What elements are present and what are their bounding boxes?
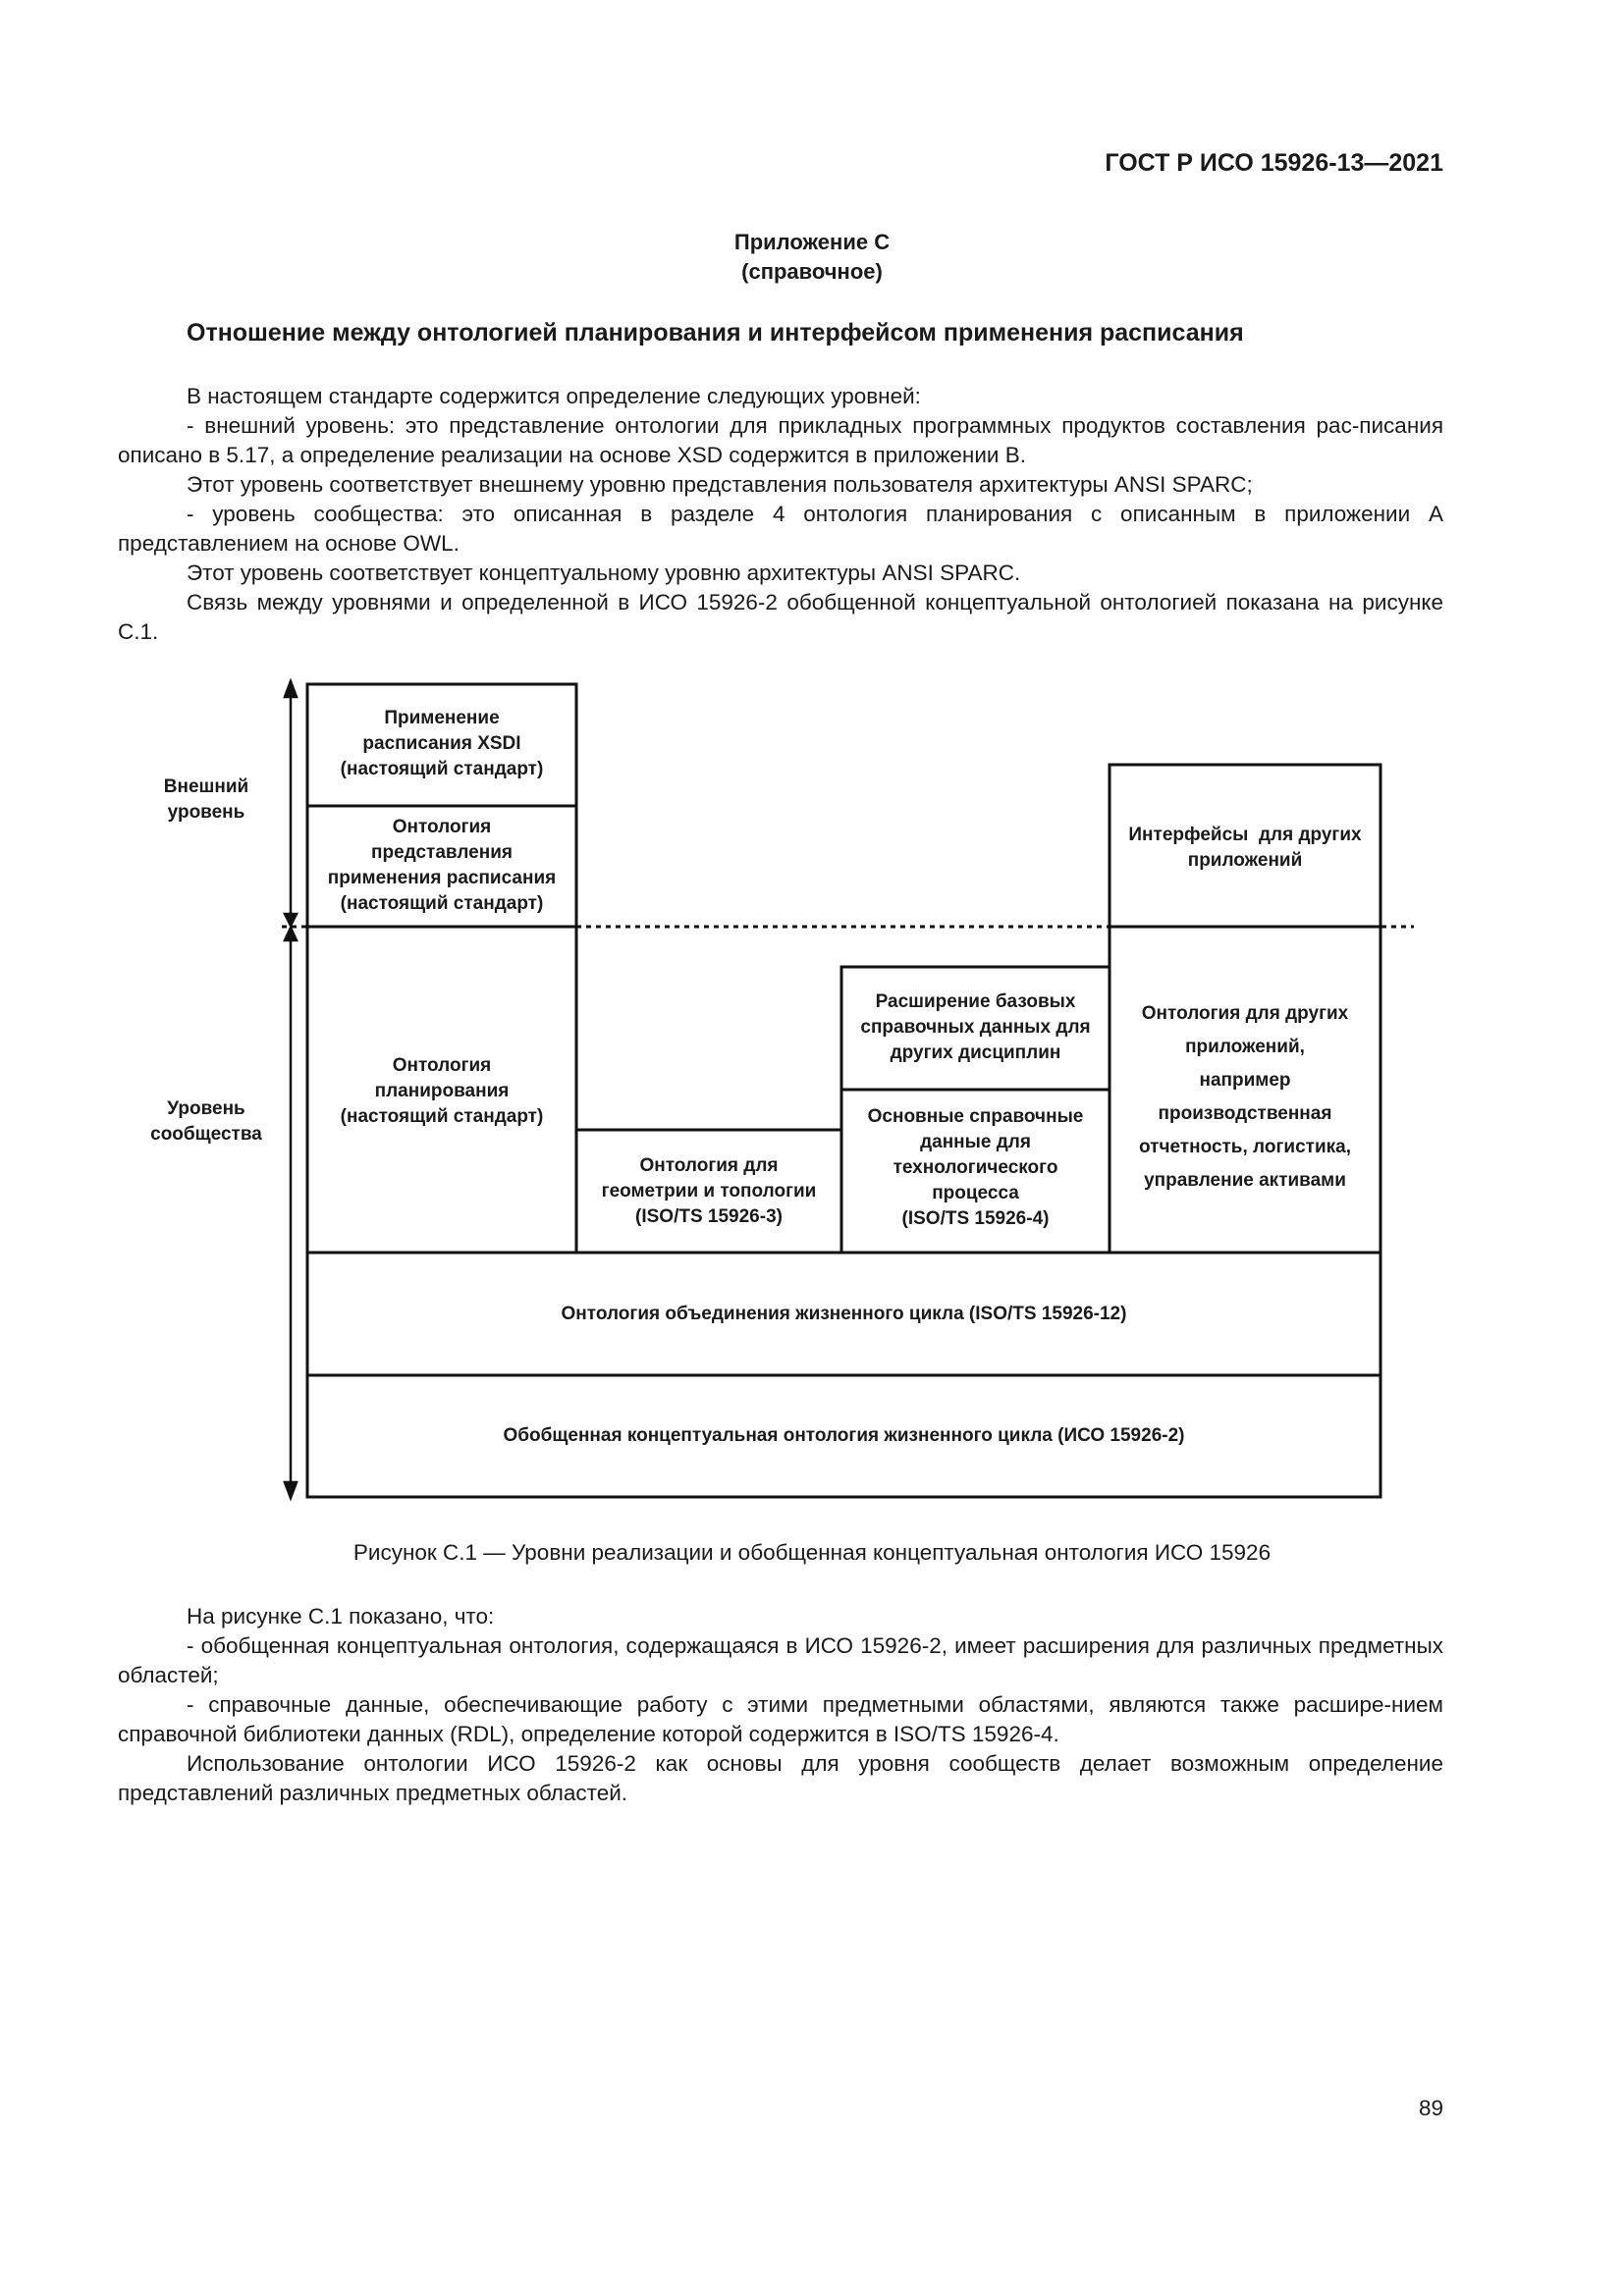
box-xsdi-application-frame — [307, 684, 576, 806]
box-text-line: Основные справочные — [867, 1106, 1084, 1127]
box-text-line: процесса — [932, 1183, 1019, 1203]
external-arrow-top-head — [285, 681, 297, 697]
box-text-line: Обобщенная концептуальная онтология жизненного цикла (ИСО 15926-2) — [503, 1425, 1185, 1446]
box-text-line: представления — [371, 842, 513, 863]
box-schedule-representation-frame — [307, 806, 576, 927]
box-text-line: Онтология — [392, 817, 492, 837]
box-rdl-extension — [841, 987, 1110, 1069]
box-text-line: приложений, — [1185, 1037, 1305, 1057]
box-generic-conceptual — [307, 1375, 1380, 1497]
box-text-line: управление активами — [1144, 1170, 1346, 1191]
box-lifecycle-integration-frame — [307, 1253, 1380, 1375]
box-text-line: Онтология для других — [1141, 1003, 1349, 1024]
intro-paragraph: Связь между уровнями и определенной в ИСО 15926-2 обобщенной концептуальной онтологией показана на рисунке С.1. — [118, 590, 1443, 644]
box-other-interfaces — [1110, 821, 1380, 876]
box-geometry-topology — [576, 1150, 841, 1233]
box-text-line: расписания XSDI — [362, 733, 521, 754]
box-text-line: данные для — [920, 1132, 1031, 1152]
box-text-line: справочных данных для — [860, 1017, 1091, 1038]
external-arrow-bottom-head — [285, 914, 297, 926]
box-text-line: других дисциплин — [890, 1042, 1061, 1063]
outro-text — [118, 1602, 1443, 1808]
intro-paragraph: Этот уровень соответствует концептуальному уровню архитектуры ANSI SPARC. — [187, 561, 1021, 585]
section-title: Отношение между онтологией планирования и интерфейсом применения расписания — [187, 319, 1244, 347]
box-generic-conceptual-frame — [307, 1375, 1380, 1497]
external-level-label-line: Внешний — [163, 776, 249, 797]
external-level-label-line: уровень — [167, 802, 245, 823]
box-schedule-representation — [307, 811, 576, 921]
box-text-line: технологического — [893, 1157, 1058, 1178]
box-text-line: (настоящий стандарт) — [340, 893, 544, 914]
box-other-interfaces-frame — [1110, 765, 1380, 927]
outro-paragraph: На рисунке С.1 показано, что: — [187, 1604, 495, 1629]
box-text-line: геометрии и топологии — [601, 1181, 817, 1201]
intro-paragraph: - уровень сообщества: это описанная в разделе 4 онтология планирования с описанным в приложении А представлением на основе OWL. — [118, 502, 1443, 556]
intro-paragraph: - внешний уровень: это представление онтологии для прикладных программных продуктов составления рас-писания описано в 5.17, а определение реализации на основе XSD содержится в приложении В. — [118, 413, 1443, 467]
box-core-process-data — [841, 1099, 1110, 1237]
box-lifecycle-integration — [307, 1253, 1380, 1375]
box-text-line: Применение — [384, 708, 500, 728]
outro-paragraph: Использование онтологии ИСО 15926-2 как основы для уровня сообществ делает возможным определение представлений различных предметных областей. — [118, 1751, 1443, 1805]
appendix-heading — [0, 228, 1624, 287]
box-other-ontologies-frame — [1110, 927, 1380, 1253]
community-level-label-line: сообщества — [150, 1124, 262, 1145]
box-text-line: применения расписания — [327, 868, 557, 888]
box-text-line: Онтология объединения жизненного цикла (ISO/TS 15926-12) — [561, 1303, 1127, 1324]
box-text-line: (настоящий стандарт) — [340, 759, 544, 779]
community-level-label-line: Уровень — [167, 1098, 245, 1119]
external-level-label — [137, 773, 275, 828]
box-xsdi-application — [307, 695, 576, 793]
appendix-subtitle: (справочное) — [741, 259, 883, 284]
outro-paragraph: - справочные данные, обеспечивающие работу с этими предметными областями, являются также расшире-нием справочной библиотеки данных (RDL), определение которой содержится в ISO/TS 15926-4. — [118, 1692, 1443, 1746]
box-other-ontologies — [1110, 989, 1380, 1205]
intro-text — [118, 382, 1443, 647]
box-text-line: Расширение базовых — [875, 991, 1076, 1012]
community-arrow-bottom-head — [285, 1482, 297, 1498]
box-text-line: планирования — [374, 1081, 510, 1101]
community-level-label — [133, 1095, 280, 1149]
intro-paragraph: Этот уровень соответствует внешнему уровню представления пользователя архитектуры ANSI SPARC; — [187, 472, 1253, 497]
figure-caption: Рисунок С.1 — Уровни реализации и обобщенная концептуальная онтология ИСО 15926 — [352, 1540, 1272, 1565]
box-text-line: (ISO/TS 15926-3) — [635, 1206, 783, 1227]
community-arrow-top-head — [285, 928, 297, 940]
box-geometry-topology-frame — [576, 1130, 841, 1253]
box-text-line: Онтология для — [639, 1155, 779, 1176]
box-text-line: отчетность, логистика, — [1139, 1137, 1351, 1157]
box-planning-ontology — [307, 1050, 576, 1133]
box-text-line: Онтология — [392, 1055, 492, 1076]
intro-paragraph: В настоящем стандарте содержится определение следующих уровней: — [187, 384, 921, 408]
box-text-line: Интерфейсы для других — [1128, 825, 1362, 845]
outro-paragraph: - обобщенная концептуальная онтология, содержащаяся в ИСО 15926-2, имеет расширения для различных предметных областей; — [118, 1633, 1443, 1687]
box-core-process-data-frame — [841, 1090, 1110, 1253]
box-text-line: (ISO/TS 15926-4) — [901, 1208, 1050, 1229]
box-planning-ontology-frame — [307, 927, 576, 1253]
standard-code: ГОСТ Р ИСО 15926-13—2021 — [1105, 149, 1443, 177]
page-number: 89 — [1418, 2096, 1443, 2120]
box-rdl-extension-frame — [841, 967, 1110, 1090]
box-text-line: (настоящий стандарт) — [340, 1106, 544, 1127]
box-text-line: например — [1199, 1070, 1291, 1091]
appendix-title: Приложение С — [733, 230, 891, 254]
box-text-line: приложений — [1187, 850, 1303, 871]
box-text-line: производственная — [1158, 1103, 1332, 1124]
